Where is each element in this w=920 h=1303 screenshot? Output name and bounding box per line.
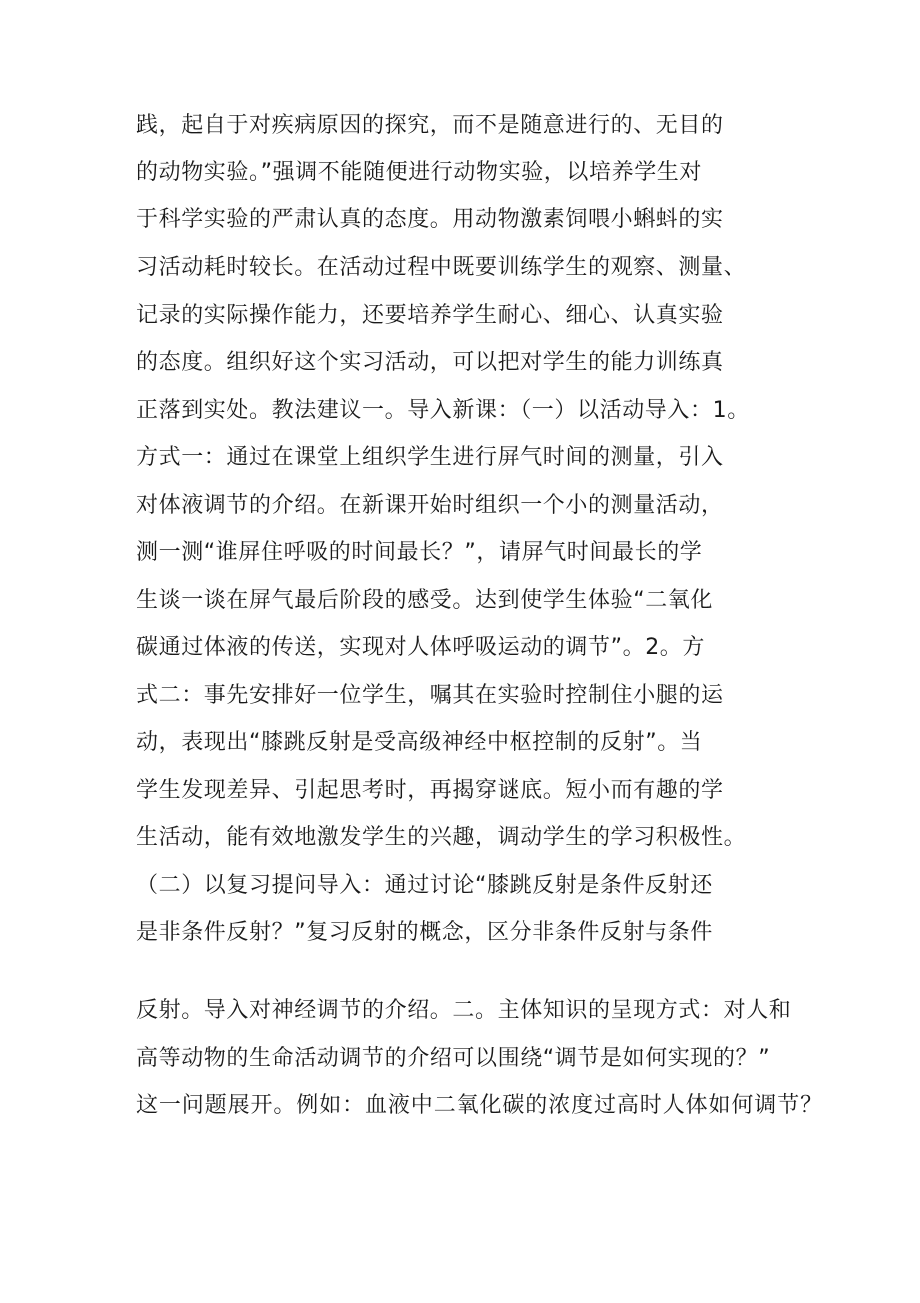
text-line-19: 反射。导入对神经调节的介绍。二。主体知识的呈现方式：对人和 xyxy=(136,998,792,1023)
text-line-17: （二）以复习提问导入：通过讨论“膝跳反射是条件反射还 xyxy=(136,873,713,898)
text-line-10: 测一测“谁屏住呼吸的时间最长？”，请屏气时间最长的学 xyxy=(136,540,703,565)
text-line-13: 式二：事先安排好一位学生，嘱其在实验时控制住小腿的运 xyxy=(136,683,724,708)
text-line-7: 正落到实处。教法建议一。导入新课：（一）以活动导入：1。 xyxy=(136,398,750,423)
text-line-12: 碳通过体液的传送，实现对人体呼吸运动的调节”。2。方 xyxy=(136,635,705,660)
text-line-20: 高等动物的生命活动调节的介绍可以围绕“调节是如何实现的？” xyxy=(136,1046,771,1071)
text-line-18: 是非条件反射？”复习反射的概念，区分非条件反射与条件 xyxy=(136,920,713,945)
text-line-5: 记录的实际操作能力，还要培养学生耐心、细心、认真实验 xyxy=(136,303,724,328)
text-line-3: 于科学实验的严肃认真的态度。用动物激素饲喂小蝌蚪的实 xyxy=(136,207,724,232)
text-line-4: 习活动耗时较长。在活动过程中既要训练学生的观察、测量、 xyxy=(136,255,747,280)
text-line-16: 生活动，能有效地激发学生的兴趣，调动学生的学习积极性。 xyxy=(136,825,747,850)
text-line-14: 动，表现出“膝跳反射是受高级神经中枢控制的反射”。当 xyxy=(136,730,703,755)
text-line-8: 方式一：通过在课堂上组织学生进行屏气时间的测量，引入 xyxy=(136,445,724,470)
text-line-21: 这一问题展开。例如：血液中二氧化碳的浓度过高时人体如何调节？ xyxy=(136,1093,824,1118)
text-line-9: 对体液调节的介绍。在新课开始时组织一个小的测量活动， xyxy=(136,493,724,518)
text-line-6: 的态度。组织好这个实习活动，可以把对学生的能力训练真 xyxy=(136,350,724,375)
text-line-15: 学生发现差异、引起思考时，再揭穿谜底。短小而有趣的学 xyxy=(136,778,724,803)
text-line-1: 践，起自于对疾病原因的探究，而不是随意进行的、无目的 xyxy=(136,113,724,138)
text-line-11: 生谈一谈在屏气最后阶段的感受。达到使学生体验“二氧化 xyxy=(136,588,713,613)
text-line-2: 的动物实验。”强调不能随便进行动物实验，以培养学生对 xyxy=(136,160,702,185)
